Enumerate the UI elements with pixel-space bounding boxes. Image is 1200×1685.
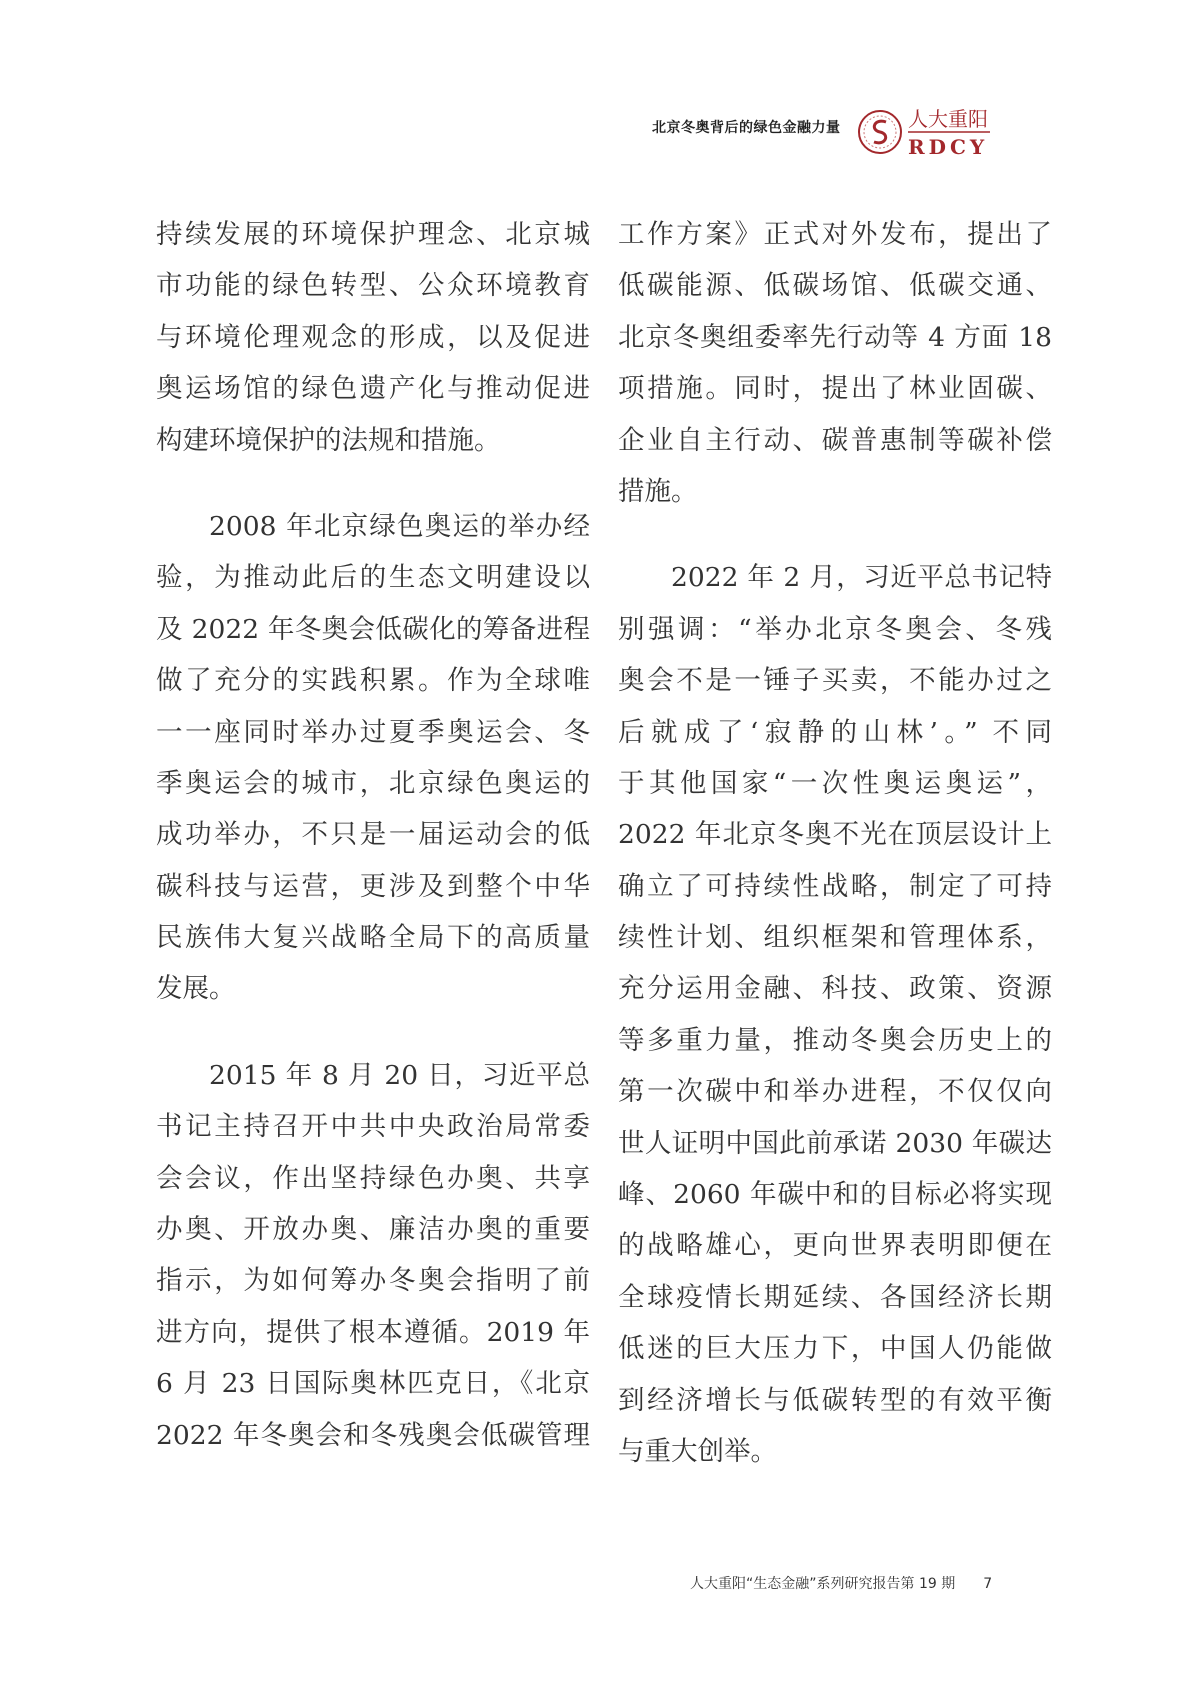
text-line: 的战略雄心，更向世界表明即便在 (618, 1230, 1052, 1262)
text-line: 2008 年北京绿色奥运的举办经 (209, 510, 590, 542)
text-line: 一一座同时举办过夏季奥运会、冬 (156, 716, 590, 748)
text-line: 后就成了‘寂静的山林’。” 不同 (618, 716, 1052, 748)
text-line: 2022 年 2 月，习近平总书记特 (671, 562, 1052, 594)
text-line: 验，为推动此后的生态文明建设以 (156, 562, 590, 594)
text-line: 与重大创举。 (618, 1435, 777, 1467)
text-line: 持续发展的环境保护理念、北京城 (156, 219, 590, 250)
text-line: 续性计划、组织框架和管理体系， (618, 922, 1052, 954)
text-line: 措施。 (618, 475, 698, 507)
text-line: 到经济增长与低碳转型的有效平衡 (618, 1384, 1052, 1416)
text-line: 全球疫情长期延续、各国经济长期 (618, 1281, 1052, 1313)
paragraph (618, 209, 1052, 517)
text-line: 6 月 23 日国际奥林匹克日，《北京 (156, 1368, 590, 1400)
text-line: 与环境伦理观念的形成，以及促进 (156, 321, 590, 353)
text-line: 低迷的巨大压力下，中国人仍能做 (618, 1333, 1052, 1365)
text-line: 及 2022 年冬奥会低碳化的筹备进程 (156, 613, 590, 645)
text-line: 进方向，提供了根本遵循。2019 年 (156, 1316, 590, 1348)
text-line: 碳科技与运营，更涉及到整个中华 (156, 870, 590, 902)
text-line: 第一次碳中和举办进程，不仅仅向 (618, 1076, 1052, 1108)
text-line: 办奥、开放办奥、廉洁办奥的重要 (156, 1214, 590, 1246)
text-line: 于其他国家“一次性奥运奥运”， (618, 767, 1052, 799)
text-line: 世人证明中国此前承诺 2030 年碳达 (618, 1127, 1052, 1159)
left-column (156, 209, 590, 1496)
text-line: 做了充分的实践积累。作为全球唯 (156, 665, 590, 697)
running-header-title: 北京冬奥背后的绿色金融力量 (652, 120, 841, 136)
footer-series-title: 人大重阳“生态金融”系列研究报告第 19 期 (690, 1576, 956, 1592)
text-line: 书记主持召开中共中央政治局常委 (156, 1111, 590, 1143)
text-line: 峰、2060 年碳中和的目标必将实现 (618, 1179, 1052, 1211)
svg-text:人大重阳: 人大重阳 (908, 107, 988, 131)
text-line: 市功能的绿色转型、公众环境教育 (156, 270, 590, 302)
text-line: 2022 年北京冬奥不光在顶层设计上 (618, 819, 1052, 851)
text-line: 构建环境保护的法规和措施。 (156, 424, 501, 456)
text-line: 奥运场馆的绿色遗产化与推动促进 (156, 373, 590, 405)
text-line: 民族伟大复兴战略全局下的高质量 (156, 922, 590, 954)
paragraph (156, 501, 590, 1015)
page-footer (690, 1573, 992, 1593)
text-line: 充分运用金融、科技、政策、资源 (618, 973, 1052, 1005)
text-line: 季奥运会的城市，北京绿色奥运的 (156, 767, 590, 799)
text-line: 项措施。同时，提出了林业固碳、 (618, 373, 1052, 405)
text-line: 工作方案》正式对外发布，提出了 (618, 219, 1052, 250)
paragraph (156, 1050, 590, 1461)
text-line: 低碳能源、低碳场馆、低碳交通、 (618, 270, 1052, 302)
text-line: 2022 年冬奥会和冬残奥会低碳管理 (156, 1419, 590, 1451)
paragraph (156, 209, 590, 466)
text-line: 指示，为如何筹办冬奥会指明了前 (156, 1265, 590, 1297)
paragraph (618, 552, 1052, 1477)
text-line: 确立了可持续性战略，制定了可持 (618, 870, 1052, 902)
text-line: 发展。 (156, 973, 236, 1005)
text-line: 等多重力量，推动冬奥会历史上的 (618, 1024, 1052, 1056)
text-line: 别强调：“举办北京冬奥会、冬残 (618, 613, 1052, 645)
text-line: 2015 年 8 月 20 日，习近平总 (209, 1059, 590, 1091)
text-line: 企业自主行动、碳普惠制等碳补偿 (618, 424, 1052, 456)
text-line: 成功举办，不只是一届运动会的低 (156, 819, 590, 851)
text-line: 北京冬奥组委率先行动等 4 方面 18 (618, 321, 1052, 353)
rdcy-logo (856, 104, 992, 160)
text-line: 奥会不是一锤子买卖，不能办过之 (618, 665, 1052, 697)
text-line: 会会议，作出坚持绿色办奥、共享 (156, 1162, 590, 1194)
svg-text:RDCY: RDCY (908, 135, 989, 159)
page-number: 7 (983, 1576, 993, 1592)
right-column (618, 209, 1052, 1512)
